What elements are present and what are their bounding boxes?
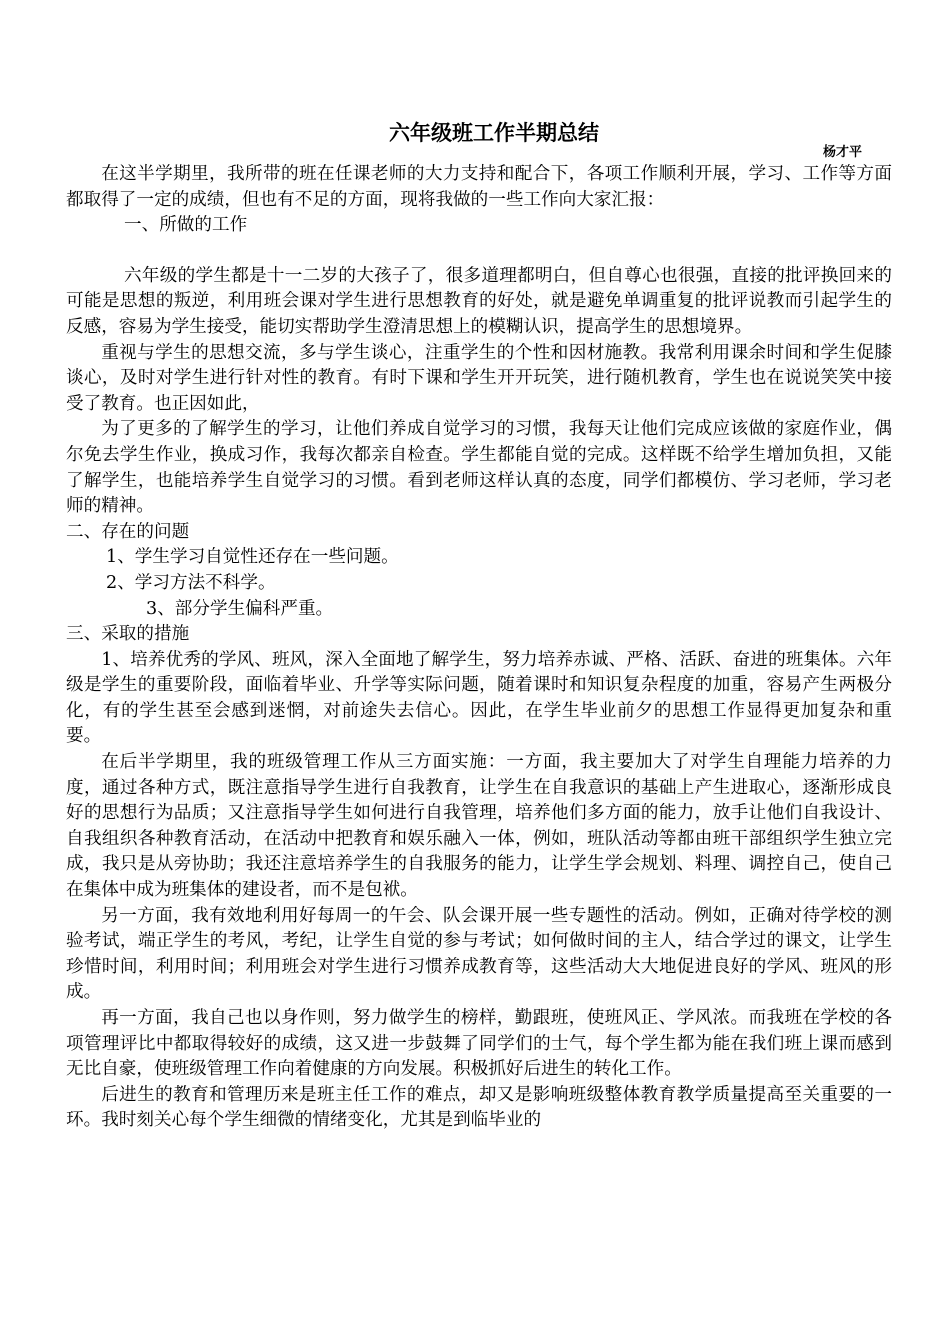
body-paragraph: 1、培养优秀的学风、班风，深入全面地了解学生，努力培养赤诚、严格、活跃、奋进的班集体。六年级是学生的重要阶段，面临着毕业、升学等实际问题，随着课时和知识复杂程度的加重，容易产生两极分化，有的学生甚至会感到迷惘，对前途失去信心。因此，在学生毕业前夕的思想工作显得更加复杂和重要。: [66, 649, 892, 747]
body-paragraph: 另一方面，我有效地利用好每周一的午会、队会课开展一些专题性的活动。例如，正确对待学校的测验考试，端正学生的考风，考纪，让学生自觉的参与考试；如何做时间的主人，结合学过的课文，让学生珍惜时间，利用时间；利用班会对学生进行习惯养成教育等，这些活动大大地促进良好的学风、班风的形成。: [66, 905, 892, 1003]
blank-line: [66, 239, 892, 264]
body-paragraph: 六年级的学生都是十一二岁的大孩子了，很多道理都明白，但自尊心也很强，直接的批评换回来的可能是思想的叛逆，利用班会课对学生进行思想教育的好处，就是避免单调重复的批评说教而引起学生的反感，容易为学生接受，能切实帮助学生澄清思想上的模糊认识，提高学生的思想境界。: [66, 265, 892, 337]
body-paragraph: 再一方面，我自己也以身作则，努力做学生的榜样，勤跟班，使班风正、学风浓。而我班在学校的各项管理评比中都取得较好的成绩，这又进一步鼓舞了同学们的士气，每个学生都为能在我们班上课而感到无比自豪，使班级管理工作向着健康的方向发展。积极抓好后进生的转化工作。: [66, 1008, 892, 1080]
body-paragraph: 在后半学期里，我的班级管理工作从三方面实施：一方面，我主要加大了对学生自理能力培养的力度，通过各种方式，既注意指导学生进行自我教育，让学生在自我意识的基础上产生进取心，逐渐形成良好的思想行为品质；又注意指导学生如何进行自我管理，培养他们多方面的能力，放手让他们自我设计、自我组织各种教育活动，在活动中把教育和娱乐融入一体，例如，班队活动等都由班干部组织学生独立完成，我只是从旁协助；我还注意培养学生的自我服务的能力，让学生学会规划、料理、调控自己，使自己在集体中成为班集体的建设者，而不是包袱。: [66, 752, 892, 901]
intro-paragraph: 在这半学期里，我所带的班在任课老师的大力支持和配合下，各项工作顺利开展，学习、工作等方面都取得了一定的成绩，但也有不足的方面，现将我做的一些工作向大家汇报：: [66, 164, 892, 210]
section-heading-work-done: 一、所做的工作: [124, 215, 248, 236]
document-title: 六年级班工作半期总结: [389, 121, 599, 145]
problem-item: 3、部分学生偏科严重。: [146, 598, 334, 619]
section-heading-measures: 三、采取的措施: [66, 624, 190, 645]
body-paragraph: 为了更多的了解学生的学习，让他们养成自觉学习的习惯，我每天让他们完成应该做的家庭作业，偶尔免去学生作业，换成习作，我每次都亲自检查。学生都能自觉的完成。这样既不给学生增加负担，又能了解学生，也能培养学生自觉学习的习惯。看到老师这样认真的态度，同学们都模仿、学习老师，学习老师的精神。: [66, 419, 892, 517]
body-paragraph: 后进生的教育和管理历来是班主任工作的难点，却又是影响班级整体教育教学质量提高至关重要的一环。我时刻关心每个学生细微的情绪变化，尤其是到临毕业的: [66, 1084, 892, 1131]
body-paragraph: 重视与学生的思想交流，多与学生谈心，注重学生的个性和因材施教。我常利用课余时间和学生促膝谈心，及时对学生进行针对性的教育。有时下课和学生开开玩笑，进行随机教育，学生也在说说笑笑中接受了教育。也正因如此，: [66, 342, 892, 414]
section-heading-problems: 二、存在的问题: [66, 521, 190, 542]
document-page: [66, 118, 892, 1134]
problem-item: 1、学生学习自觉性还存在一些问题。: [106, 547, 399, 568]
problem-item: 2、学习方法不科学。: [106, 572, 276, 593]
author-name: 杨才平: [822, 145, 862, 160]
